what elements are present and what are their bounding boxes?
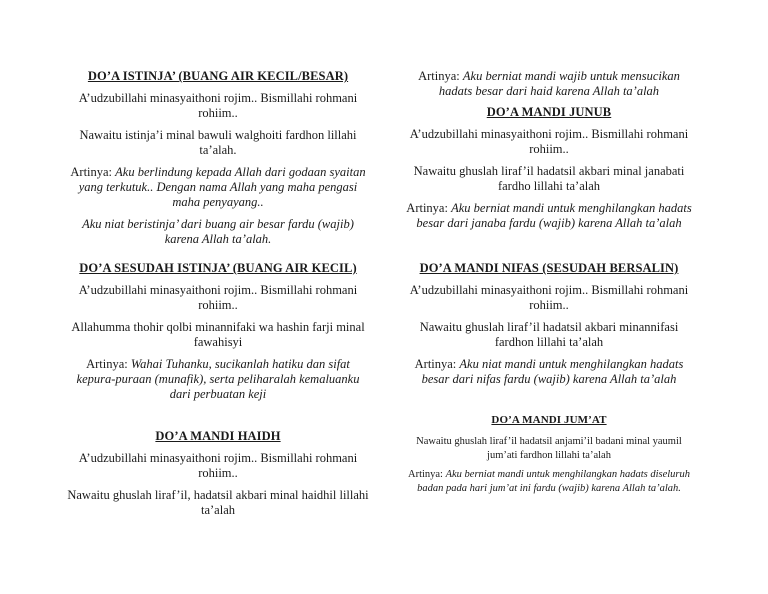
translation-label: Artinya: <box>407 469 443 480</box>
niat-translation-text <box>66 217 370 247</box>
niat-text: Nawaitu ghuslah liraf’il, hadatsil akbari minal haidhil lillahi ta’alah <box>67 488 369 517</box>
niat-text: Nawaitu istinja’i minal bawuli walghoiti fardhon lillahi ta’alah. <box>79 128 357 157</box>
section-mandi-jumat <box>400 414 698 496</box>
translation-label: Artinya: <box>414 357 457 371</box>
section-istinja <box>66 69 370 247</box>
translation-text <box>400 357 698 387</box>
section-haidh-translation <box>400 69 698 99</box>
translation-text <box>400 201 698 231</box>
doa-text: Allahumma thohir qolbi minannifaki wa hashin farji minal fawahisyi <box>71 320 365 349</box>
section-title: DO’A MANDI JUNUB <box>486 105 612 119</box>
translation-text <box>400 69 698 99</box>
translation-body: Aku berniat mandi untuk menghilangkan hadats besar dari janaba fardu (wajib) karena Allah ta’alah <box>416 201 692 230</box>
section-title: DO’A MANDI JUM’AT <box>491 414 607 426</box>
taawudz-text: A’udzubillahi minasyaithoni rojim.. Bismillahi rohmani rohiim.. <box>409 283 689 312</box>
translation-body: Aku berniat mandi wajib untuk mensucikan hadats besar dari haid karena Allah ta’alah <box>438 69 680 98</box>
translation-label: Artinya: <box>86 357 128 371</box>
translation-body: Aku berniat mandi untuk menghilangkan hadats diseluruh badan pada hari jum’at ini fardu (wajib) karena Allah ta’alah. <box>417 469 691 494</box>
taawudz-text: A’udzubillahi minasyaithoni rojim.. Bismillahi rohmani rohiim.. <box>78 451 358 480</box>
section-mandi-haidh <box>66 429 370 518</box>
section-title: DO’A MANDI HAIDH <box>155 429 281 443</box>
niat-text: Nawaitu ghuslah liraf’il hadatsil akbari minal janabati fardho lillahi ta’alah <box>413 164 685 193</box>
translation-body: Aku berlindung kepada Allah dari godaan syaitan yang terkutuk.. Dengan nama Allah yang maha pengasi maha penyayang.. <box>78 165 366 209</box>
translation-text <box>400 468 698 496</box>
translation-text <box>66 357 370 402</box>
translation-body: Aku niat mandi untuk menghilangkan hadats besar dari nifas fardu (wajib) karena Allah ta’alah <box>421 357 684 386</box>
translation-label: Artinya: <box>418 69 460 83</box>
section-sesudah-istinja <box>66 261 370 402</box>
section-title: DO’A ISTINJA’ (BUANG AIR KECIL/BESAR) <box>87 69 349 83</box>
taawudz-text: A’udzubillahi minasyaithoni rojim.. Bismillahi rohmani rohiim.. <box>78 91 358 120</box>
taawudz-text: A’udzubillahi minasyaithoni rojim.. Bismillahi rohmani rohiim.. <box>409 127 689 156</box>
section-title: DO’A SESUDAH ISTINJA’ (BUANG AIR KECIL) <box>79 261 357 275</box>
niat-text: Nawaitu ghuslah liraf’il hadatsil anjami’il badani minal yaumil jum’ati fardhon lillahi ta’alah <box>416 436 682 461</box>
section-mandi-junub <box>400 105 698 231</box>
niat-text: Nawaitu ghuslah liraf’il hadatsil akbari minannifasi fardhon lillahi ta’alah <box>419 320 679 349</box>
translation-label: Artinya: <box>70 165 113 179</box>
translation-text <box>66 165 370 210</box>
translation-label: Artinya: <box>406 201 448 215</box>
translation-body: Wahai Tuhanku, sucikanlah hatiku dan sifat kepura-puraan (munafik), serta peliharalah kemaluanku dari perbuatan keji <box>76 357 360 401</box>
section-title: DO’A MANDI NIFAS (SESUDAH BERSALIN) <box>419 261 679 275</box>
niat-translation-body: Aku niat beristinja’ dari buang air besar fardu (wajib) karena Allah ta’alah. <box>82 217 354 246</box>
section-mandi-nifas <box>400 261 698 387</box>
taawudz-text: A’udzubillahi minasyaithoni rojim.. Bismillahi rohmani rohiim.. <box>78 283 358 312</box>
